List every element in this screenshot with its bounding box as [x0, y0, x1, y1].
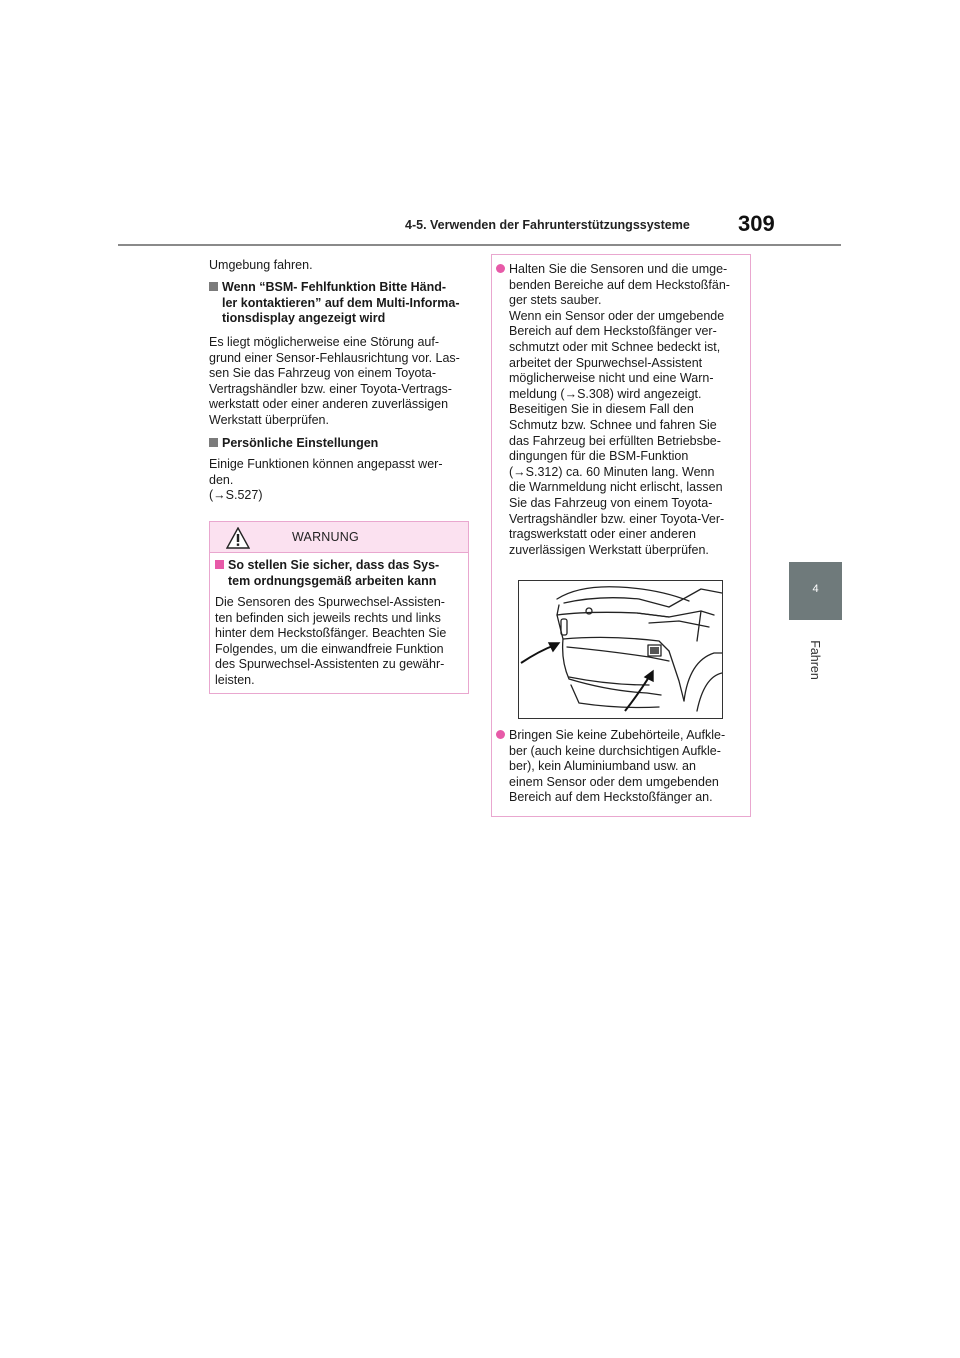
square-bullet-icon — [215, 560, 224, 569]
page-reference-link[interactable]: (→S.527) — [209, 488, 263, 503]
page-number: 309 — [738, 211, 775, 236]
caution-bullet-2: Bringen Sie keine Zubehörteile, Aufkle- ber (auch keine durchsichtigen Aufkle- ber), kein Aluminiumband usw. an einem Sensor oder dem umgebenden Bereich auf dem Heckstoßfänger an. — [496, 728, 748, 806]
section1-heading: Wenn “BSM- Fehlfunktion Bitte Händ- ler kontaktieren” auf dem Multi-Informa- tionsdisplay angezeigt wird — [209, 280, 469, 327]
square-bullet-icon — [209, 438, 218, 447]
car-rear-drawing — [519, 581, 722, 718]
warning-divider — [210, 552, 468, 553]
section1-body: Es liegt möglicherweise eine Störung auf- grund einer Sensor-Fehlausrichtung vor. Las- sen Sie das Fahrzeug von einem Toyota- Vertragshändler bzw. einer Toyota-Vertrags- werkstatt oder einer anderen zuverlässigen Werkstatt überprüfen. — [209, 335, 460, 427]
warning-triangle-icon — [226, 527, 250, 549]
section2-heading: Persönliche Einstellungen — [209, 436, 378, 452]
chapter-tab — [789, 562, 842, 620]
chapter-label-text: Fahren — [808, 640, 822, 680]
warning-title: WARNUNG — [292, 530, 359, 544]
section2-body: Einige Funktionen können angepasst wer- den. (→S.527) — [209, 457, 471, 504]
section-title: 4-5. Verwenden der Fahrunterstützungssysteme — [405, 218, 690, 232]
warning-heading: So stellen Sie sicher, dass das Sys- tem ordnungsgemäß arbeiten kann — [215, 558, 467, 589]
warning-box — [209, 521, 469, 694]
round-bullet-icon — [496, 730, 505, 739]
square-bullet-icon — [209, 282, 218, 291]
caution-bullet-1: Halten Sie die Sensoren und die umge- benden Bereiche auf dem Heckstoßfän- ger stets sauber. Wenn ein Sensor oder der umgebende Bereich auf dem Heckstoßfänger ver- schmutzt oder mit Schnee bedeckt ist, arbeitet der Spurwechsel-Assistent möglicherweise nicht und eine Warn- meldung (→S.308) wird angezeigt. Beseitigen Sie in diesem Fall den Schmutz bzw. Schnee und fahren Sie das Fahrzeug bei erfüllten Betriebsbe- dingungen für die BSM-Funktion (→S.312) ca. 60 Minuten lang. Wenn die Warnmeldung nicht erlischt, lassen Sie das Fahrzeug von einem Toyota- Vertragshändler bzw. einer Toyota-Ver- tragswerkstatt oder einer anderen zuverlässigen Werkstatt überprüfen. — [496, 262, 748, 558]
warning-body: Die Sensoren des Spurwechsel-Assisten- ten befinden sich jeweils rechts und links hinter dem Heckstoßfänger. Beachten Sie Folgendes, um die einwandfreie Funktion des Spurwechsel-Assistenten zu gewähr- leisten. — [215, 595, 447, 687]
chapter-label — [800, 640, 830, 680]
round-bullet-icon — [496, 264, 505, 273]
rear-bumper-sensor-illustration — [518, 580, 723, 719]
chapter-number: 4 — [812, 583, 819, 595]
header-divider — [118, 244, 841, 246]
intro-line: Umgebung fahren. — [209, 258, 313, 272]
warning-header — [210, 522, 468, 552]
